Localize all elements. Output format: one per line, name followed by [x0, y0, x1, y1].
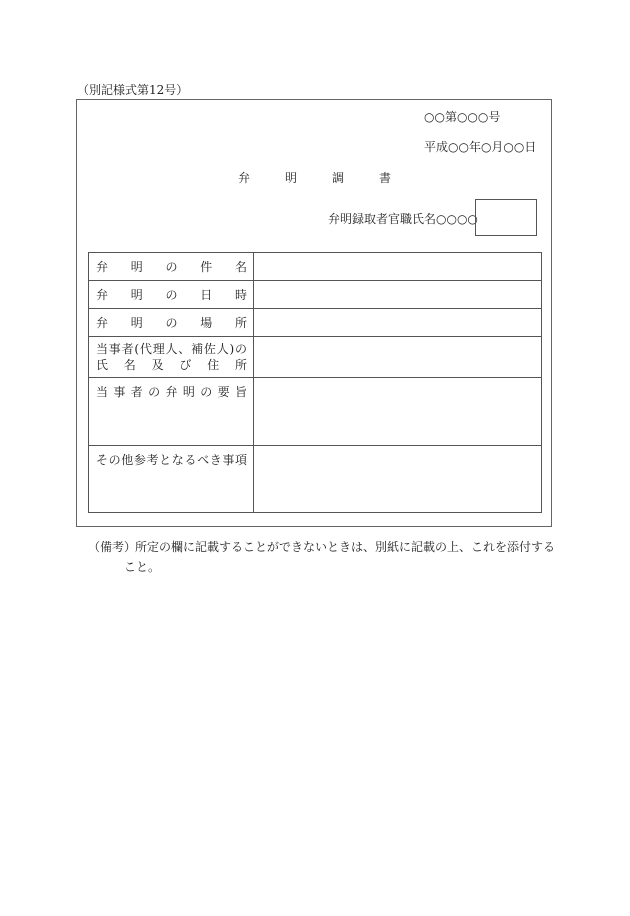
document-title	[238, 169, 426, 186]
row-label: 弁明の件名	[96, 260, 247, 274]
title-char: 書	[379, 171, 392, 185]
row-label-line2: 氏名及び住所	[96, 358, 247, 372]
row-label: 当事者の弁明の要旨	[96, 385, 247, 399]
document-date: 平成○○年○月○○日	[424, 140, 537, 154]
table-row	[89, 378, 542, 446]
note-label: （備考）	[88, 540, 137, 554]
table-row	[89, 253, 542, 281]
row-value[interactable]	[254, 378, 542, 446]
document-number: ○○第○○○号	[424, 110, 501, 124]
recorder-name: 弁明録取者官職氏名○○○○	[328, 212, 478, 226]
row-label: 当事者(代理人、補佐人)の	[96, 342, 247, 356]
table-row	[89, 446, 542, 513]
table-row	[89, 281, 542, 309]
table-row	[89, 309, 542, 337]
row-label: 弁明の日時	[96, 288, 247, 302]
form-label: （別記様式第12号）	[77, 83, 189, 97]
row-label: 弁明の場所	[96, 316, 247, 330]
seal-box	[475, 199, 537, 236]
note-text: 所定の欄に記載することができないときは、別紙に記載の上、これを添付する	[135, 540, 556, 554]
title-char: 弁	[238, 171, 251, 185]
statement-table	[88, 252, 542, 513]
row-value[interactable]	[254, 253, 542, 281]
row-value[interactable]	[254, 337, 542, 378]
note-text-continued: こと。	[124, 560, 161, 574]
title-char: 明	[285, 171, 298, 185]
table-row	[89, 337, 542, 378]
title-char: 調	[332, 171, 345, 185]
row-value[interactable]	[254, 446, 542, 513]
row-value[interactable]	[254, 281, 542, 309]
row-label: その他参考となるべき事項	[96, 453, 247, 467]
row-value[interactable]	[254, 309, 542, 337]
